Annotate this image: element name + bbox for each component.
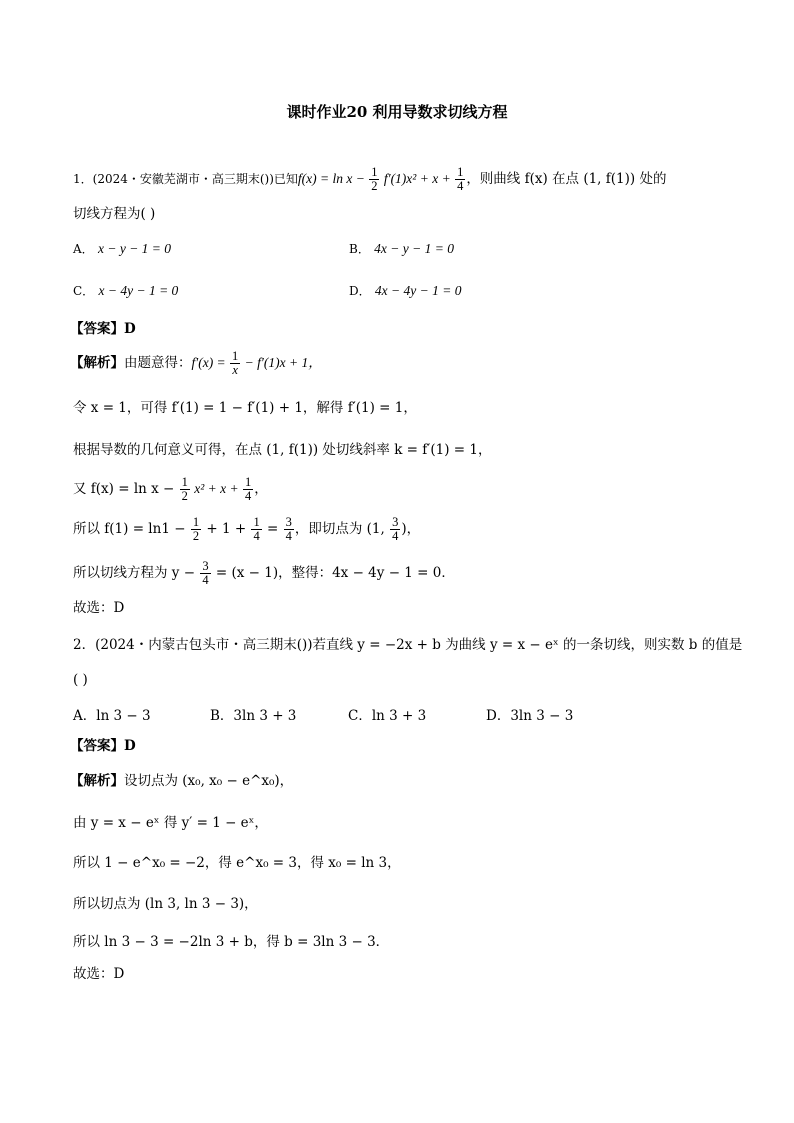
q2-answer: 【答案】D <box>70 738 136 754</box>
q1-solution-5: 所以 f(1) = ln1 − $\frac{1}{2}$ + 1 + $\frac{1}{4}$ = $\frac{3}{4}$ ，即切点为 (1, $\frac{3}{4}$ )， <box>73 515 421 544</box>
q2-option-c: C．ln 3 + 3 <box>348 708 427 724</box>
q1-option-a: A． x − y − 1 = 0 <box>73 241 172 256</box>
q2-solution-4: 所以切点为 (ln 3, ln 3 − 3)， <box>73 896 258 912</box>
q1-solution-6: 所以切线方程为 y − $\frac{3}{4}$ = (x − 1)，整得：4x − 4y − 1 = 0． <box>73 559 455 588</box>
q1-solution-3: 根据导数的几何意义可得，在点 (1, f(1)) 处切线斜率 k = f′(1) = 1， <box>73 442 492 458</box>
q1-option-b: B． 4x − y − 1 = 0 <box>349 241 454 256</box>
q1-mid: f′(1)x² + x + <box>380 171 455 187</box>
q1-option-c: C． x − 4y − 1 = 0 <box>73 283 179 298</box>
q2-solution-3: 所以 1 − e^x₀ = −2，得 e^x₀ = 3，得 x₀ = ln 3， <box>73 855 401 871</box>
q2-solution-2: 由 y = x − eˣ 得 y′ = 1 − eˣ， <box>73 815 268 831</box>
q1-frac-half: $\frac{1}{2}$ <box>371 165 378 194</box>
q2-solution-1: 【解析】设切点为 (x₀, x₀ − e^x₀)， <box>70 773 294 789</box>
q1-suffix: ，则曲线 f(x) 在点 (1, f(1)) 处的 <box>466 171 667 188</box>
q1-answer: 【答案】D <box>70 321 136 337</box>
q1-stem-cont: 切线方程为( ) <box>73 206 156 222</box>
q1-stem <box>73 166 666 193</box>
q2-option-b: B．3ln 3 + 3 <box>210 708 297 724</box>
q1-solution-2: 令 x = 1，可得 f′(1) = 1 − f′(1) + 1，解得 f′(1) = 1， <box>73 400 417 416</box>
q2-final: 故选：D <box>73 966 125 982</box>
q1-prefix: 1．(2024・安徽芜湖市・高三期末())已知 <box>73 172 298 187</box>
q2-option-a: A．ln 3 − 3 <box>73 708 151 724</box>
q2-stem-cont: ( ) <box>73 672 88 688</box>
q1-final: 故选：D <box>73 600 125 616</box>
page-title: 课时作业20 利用导数求切线方程 <box>286 103 508 121</box>
q1-fx: f(x) = ln x − <box>297 171 369 187</box>
q1-solution-1: 【解析】由题意得：f′(x) = $\frac{1}{x}$ − f′(1)x + 1， <box>70 349 322 378</box>
q2-stem: 2．(2024・内蒙古包头市・高三期末())若直线 y = −2x + b 为曲线 y = x − eˣ 的一条切线，则实数 b 的值是 <box>73 637 743 653</box>
q2-option-d: D．3ln 3 − 3 <box>486 708 574 724</box>
q1-frac-quarter: $\frac{1}{4}$ <box>457 165 464 194</box>
q2-solution-5: 所以 ln 3 − 3 = −2ln 3 + b，得 b = 3ln 3 − 3． <box>73 934 390 950</box>
q1-solution-4: 又 f(x) = ln x − $\frac{1}{2}$ x² + x + $\frac{1}{4}$ ， <box>73 475 268 504</box>
q1-option-d: D． 4x − 4y − 1 = 0 <box>349 283 462 298</box>
